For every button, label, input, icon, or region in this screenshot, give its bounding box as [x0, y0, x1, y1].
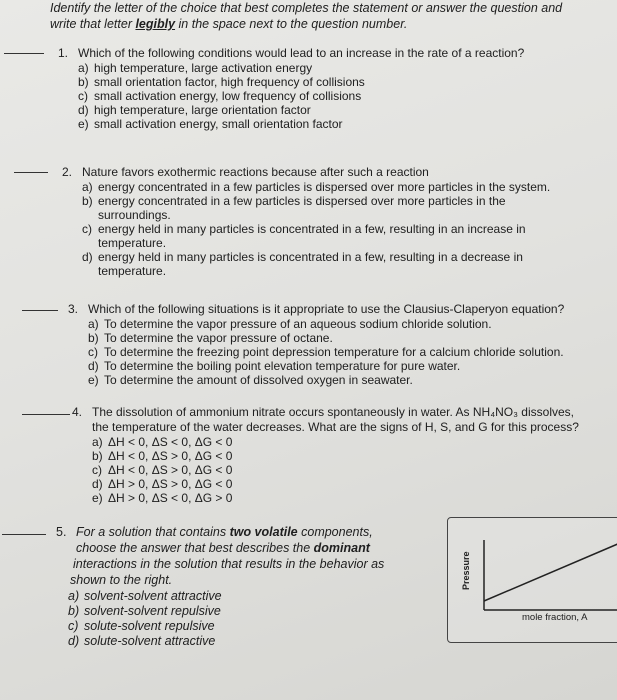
choice-letter: a) — [92, 435, 103, 449]
answer-blank-q5[interactable] — [2, 534, 46, 535]
choice-letter: e) — [78, 117, 89, 131]
stem-text: shown to the right. — [70, 573, 173, 587]
instructions-text-a: write that letter — [50, 17, 136, 31]
choice-letter: a) — [68, 589, 80, 603]
choice-text: To determine the vapor pressure of octane. — [104, 331, 333, 345]
stem-emphasis: dominant — [313, 541, 370, 555]
stem-emphasis: two volatile — [229, 525, 298, 539]
choice-2c — [82, 222, 610, 250]
question-4-stem-line-2 — [92, 420, 612, 434]
answer-blank-q2[interactable] — [14, 172, 48, 173]
choice-text: To determine the vapor pressure of an aqueous sodium chloride solution. — [104, 317, 492, 331]
choice-2a — [82, 180, 610, 194]
choice-letter: a) — [82, 180, 93, 194]
choice-5d — [68, 634, 436, 649]
choice-3b — [88, 331, 608, 345]
choice-letter: d) — [82, 250, 93, 264]
stem-text: components, — [297, 525, 373, 539]
question-3 — [68, 302, 608, 387]
choice-text: energy held in many particles is concentrated in a few, resulting in an increase in temperature. — [98, 222, 526, 250]
choice-1d — [78, 103, 608, 117]
question-stem-text: The dissolution of ammonium nitrate occurs spontaneously in water. As NH₄NO₃ dissolves, — [92, 405, 574, 419]
choice-1b — [78, 75, 608, 89]
choice-text: energy concentrated in a few particles is dispersed over more particles in the system. — [98, 180, 551, 194]
graph-y-label: Pressure — [461, 551, 471, 590]
choice-letter: e) — [92, 491, 103, 505]
answer-blank-q1[interactable] — [4, 53, 44, 54]
question-2-stem — [62, 165, 610, 179]
question-5-stem-line-4 — [70, 573, 436, 588]
instructions-line-2 — [50, 16, 605, 32]
question-number: 2. — [62, 165, 73, 179]
choice-2d — [82, 250, 610, 278]
choice-text: high temperature, large orientation factor — [94, 103, 311, 117]
choice-text: small activation energy, low frequency of collisions — [94, 89, 362, 103]
choice-letter: b) — [92, 449, 103, 463]
choice-5a — [68, 589, 436, 604]
choice-letter: a) — [78, 61, 89, 75]
choice-text: To determine the freezing point depression temperature for a calcium chloride solution. — [104, 345, 564, 359]
stem-text: For a solution that contains — [76, 525, 230, 539]
choice-text: To determine the amount of dissolved oxygen in seawater. — [104, 373, 413, 387]
question-1 — [58, 46, 608, 131]
question-3-stem — [68, 302, 608, 316]
question-4-stem — [72, 405, 612, 419]
question-number: 4. — [72, 405, 83, 419]
choice-text: solvent-solvent attractive — [84, 589, 222, 603]
question-number: 3. — [68, 302, 79, 316]
choice-3e — [88, 373, 608, 387]
choice-letter: c) — [78, 89, 88, 103]
choice-1a — [78, 61, 608, 75]
choice-text: energy held in many particles is concentrated in a few, resulting in a decrease in temperature. — [98, 250, 523, 278]
pressure-graph — [447, 517, 617, 643]
question-number: 5. — [56, 525, 67, 539]
choice-letter: a) — [88, 317, 99, 331]
choice-4e — [92, 491, 612, 505]
choice-letter: d) — [92, 477, 103, 491]
choice-4d — [92, 477, 612, 491]
choice-4c — [92, 463, 612, 477]
choice-text: ΔH < 0, ΔS > 0, ΔG < 0 — [108, 449, 233, 463]
choice-letter: b) — [78, 75, 89, 89]
choice-letter: b) — [82, 194, 93, 208]
choice-3d — [88, 359, 608, 373]
question-5-stem-line-3 — [73, 557, 436, 572]
choice-letter: c) — [82, 222, 92, 236]
question-1-stem — [58, 46, 608, 60]
question-5-stem-line-2 — [76, 541, 436, 556]
choice-5c — [68, 619, 436, 634]
question-stem-text: Which of the following situations is it appropriate to use the Clausius-Claperyon equation? — [88, 302, 565, 316]
choice-letter: d) — [88, 359, 99, 373]
choice-text: energy concentrated in a few particles is dispersed over more particles in the surroundings. — [98, 194, 506, 222]
instructions — [50, 0, 605, 32]
question-stem-text: Nature favors exothermic reactions because after such a reaction — [82, 165, 429, 179]
answer-blank-q3[interactable] — [22, 310, 58, 311]
question-stem-text: the temperature of the water decreases. What are the signs of H, S, and G for this process? — [92, 420, 579, 434]
choice-letter: b) — [68, 604, 80, 618]
choice-5b — [68, 604, 436, 619]
choice-text: small activation energy, small orientation factor — [94, 117, 343, 131]
choice-letter: d) — [68, 634, 80, 648]
question-4 — [72, 405, 612, 505]
pressure-graph-plot — [448, 518, 617, 642]
choice-text: solvent-solvent repulsive — [84, 604, 221, 618]
choice-3a — [88, 317, 608, 331]
choice-text: solute-solvent repulsive — [84, 619, 215, 633]
instructions-emphasis: legibly — [135, 17, 176, 31]
choice-letter: c) — [88, 345, 98, 359]
choice-letter: c) — [92, 463, 102, 477]
choice-text: ΔH < 0, ΔS < 0, ΔG < 0 — [108, 435, 233, 449]
choice-letter: c) — [68, 619, 79, 633]
choice-letter: b) — [88, 331, 99, 345]
choice-text: small orientation factor, high frequency of collisions — [94, 75, 365, 89]
choice-4a — [92, 435, 612, 449]
choice-text: high temperature, large activation energy — [94, 61, 313, 75]
choice-3c — [88, 345, 608, 359]
choice-text: solute-solvent attractive — [84, 634, 216, 648]
answer-blank-q4[interactable] — [22, 414, 70, 415]
question-5-stem — [56, 525, 436, 540]
choice-1e — [78, 117, 608, 131]
choice-1c — [78, 89, 608, 103]
instructions-text-b: in the space next to the question number. — [175, 17, 408, 31]
choice-letter: d) — [78, 103, 89, 117]
question-stem-text: Which of the following conditions would lead to an increase in the rate of a reaction? — [78, 46, 525, 60]
stem-text: choose the answer that best describes the — [76, 541, 314, 555]
choice-text: ΔH < 0, ΔS > 0, ΔG < 0 — [108, 463, 233, 477]
choice-letter: e) — [88, 373, 99, 387]
pressure-curve — [484, 543, 617, 601]
graph-x-label: mole fraction, A — [522, 612, 588, 623]
question-2 — [62, 165, 610, 278]
choice-2b — [82, 194, 610, 222]
choice-4b — [92, 449, 612, 463]
instructions-line-1: Identify the letter of the choice that best completes the statement or answer the question and — [50, 1, 563, 15]
choice-text: ΔH > 0, ΔS < 0, ΔG > 0 — [108, 491, 233, 505]
question-number: 1. — [58, 46, 69, 60]
question-5 — [56, 525, 436, 649]
stem-text: interactions in the solution that results in the behavior as — [73, 557, 385, 571]
choice-text: To determine the boiling point elevation temperature for pure water. — [104, 359, 461, 373]
choice-text: ΔH > 0, ΔS > 0, ΔG < 0 — [108, 477, 233, 491]
